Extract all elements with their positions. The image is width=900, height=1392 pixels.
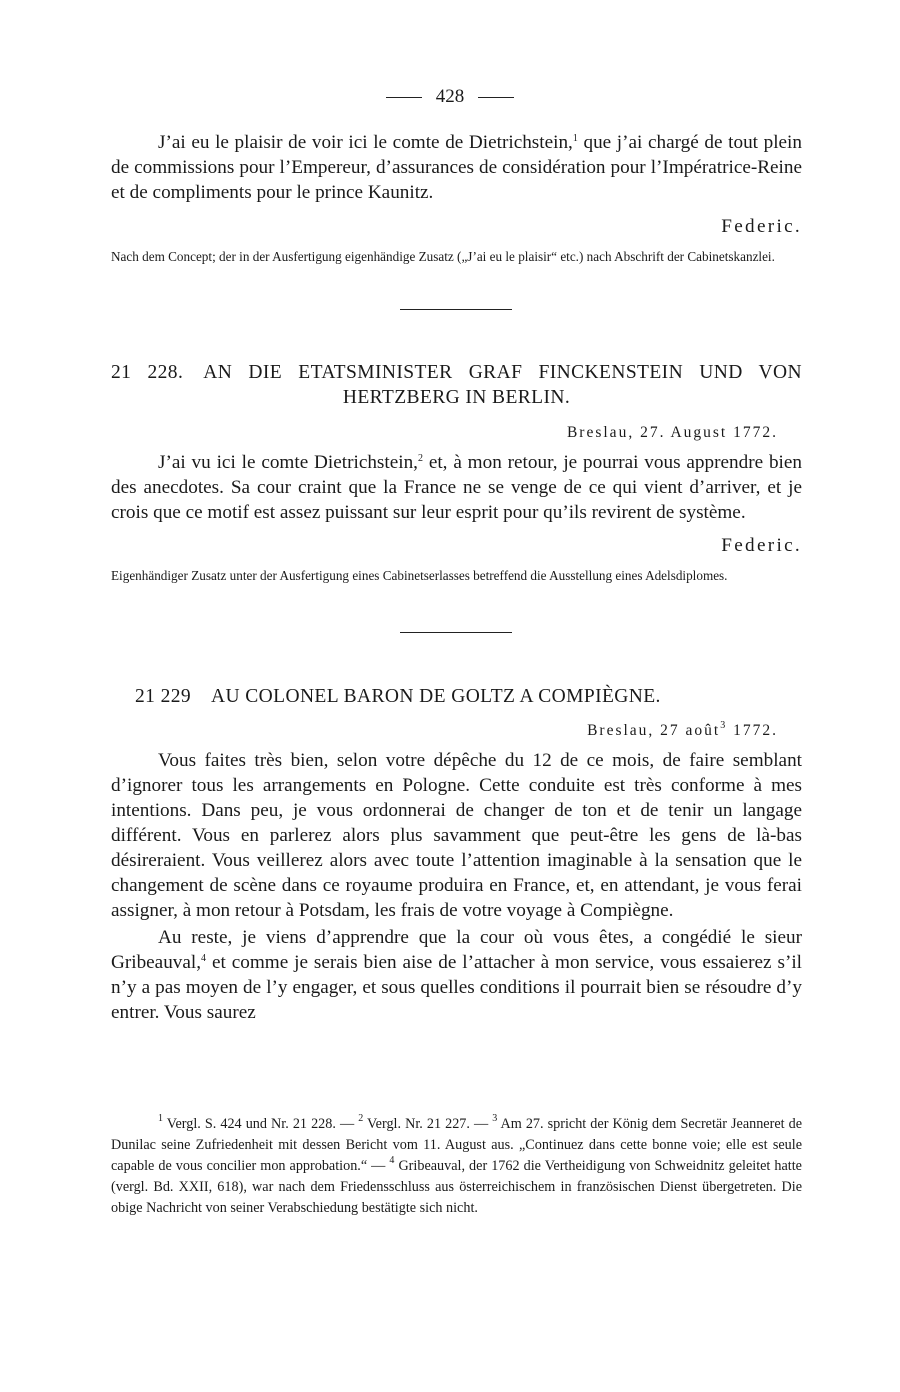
section-divider-1 bbox=[400, 309, 512, 310]
letter-body-21229-para-1: Vous faites très bien, selon votre dépêche du 12 de ce mois, de faire semblant d’ignorer tous les arrangements en Pologne. Cette conduite est très conforme à mes intentions. Dans peu, je vous ordonnerai de changer de ton et de tenir un langage différent. Vous en parlerez alors plus savamment que peut-être les gens de là-bas désireraient. Vous veillerez alors avec toute l’attention imaginable à la sensation que le changement de scène dans ce royaume produira en France, et, en attendant, je vous ferai assigner, à mon retour à Potsdam, les frais de votre voyage à Compiègne. bbox=[111, 750, 802, 921]
opening-paragraph-block bbox=[111, 130, 802, 205]
footnote-mark-3: 3 bbox=[492, 1113, 498, 1124]
letter-body-21229-para-2-text-rest: et comme je serais bien aise de l’attacher à mon service, vous essaierez s’il n’y a pas moyen de l’y engager, et sous quelles conditions il pourrait bien se résoudre d’y entrer. Vous saurez bbox=[111, 952, 802, 1023]
place-date-21228: Breslau, 27. August 1772. bbox=[566, 424, 778, 441]
footnote-3: Am 27. spricht der König dem Secretär Jeanneret de Dunilac seine Zufriedenheit mit dessen Bericht vom 11. August aus. „Continuez dans cette bonne voie; elle est seule capable de vous concilier mon approbation.“ — bbox=[111, 1116, 803, 1174]
place-date-21229-year: 1772. bbox=[727, 722, 778, 739]
section-divider-2 bbox=[400, 632, 512, 633]
footnote-4: Gribeauval, der 1762 die Vertheidigung von Schweidnitz geleitet hatte (vergl. Bd. XXII, 618), war nach dem Friedensschluss aus österreichischem in französischen Dienst übergetreten. Die obige Nachricht von seiner Verabschiedung bestätigte sich nicht. bbox=[111, 1158, 802, 1216]
page-number-dash-right bbox=[478, 97, 514, 98]
footnote-ref-3: 3 bbox=[720, 720, 728, 731]
page-number-dash-left bbox=[386, 97, 422, 98]
signature-2: Federic. bbox=[721, 535, 802, 556]
letter-heading-21229 bbox=[111, 684, 802, 709]
page-number-line bbox=[0, 84, 900, 110]
page-number: 428 bbox=[435, 86, 465, 107]
footnote-ref-1: 1 bbox=[572, 133, 578, 144]
letter-body-21228 bbox=[111, 450, 802, 525]
footnote-2: Vergl. Nr. 21 227. — bbox=[363, 1116, 493, 1132]
letter-body-21228-block bbox=[111, 450, 802, 525]
footnote-ref-2: 2 bbox=[417, 453, 423, 464]
letter-heading-21228 bbox=[111, 360, 802, 410]
footnote-mark-4: 4 bbox=[389, 1155, 395, 1166]
source-note-2-block bbox=[111, 567, 802, 584]
letter-heading-21229-text bbox=[111, 684, 802, 709]
source-note-1-block bbox=[111, 248, 802, 265]
footnotes bbox=[111, 1114, 802, 1219]
source-note-1: Nach dem Concept; der in der Ausfertigung eigenhändige Zusatz („J’ai eu le plaisir“ etc.) nach Abschrift der Cabinetskanzlei. bbox=[111, 249, 775, 264]
footnote-ref-4: 4 bbox=[201, 953, 207, 964]
opening-paragraph-text-rest: que j’ai chargé de tout plein de commissions pour l’Empereur, d’assurances de considération pour l’Impératrice-Reine et de compliments pour le prince Kaunitz. bbox=[111, 132, 802, 203]
letter-body-21228-text-rest: et, à mon retour, je pourrai vous apprendre bien des anecdotes. Sa cour craint que la France ne se venge de ce qui vient d’arriver, et je crois que ce motif est assez puissant sur leur esprit pour qu’ils revirent de système. bbox=[111, 452, 802, 523]
letter-recipient-21229: AU COLONEL BARON DE GOLTZ A COMPIÈGNE. bbox=[211, 686, 661, 707]
letter-body-21229-para-2-text: Au reste, je viens d’apprendre que la cour où vous êtes, a congédié le sieur Gribeauval, bbox=[111, 927, 802, 973]
source-note-2: Eigenhändiger Zusatz unter der Ausfertigung eines Cabinetserlasses betreffend die Ausstellung eines Adelsdiplomes. bbox=[111, 568, 728, 583]
footnotes-block bbox=[111, 1114, 802, 1219]
footnote-mark-1: 1 bbox=[158, 1113, 163, 1124]
signature-1: Federic. bbox=[721, 216, 802, 237]
letter-recipient-21228: AN DIE ETATSMINISTER GRAF FINCKENSTEIN UND VON HERTZBERG IN BERLIN. bbox=[203, 362, 802, 408]
opening-paragraph-text: J’ai eu le plaisir de voir ici le comte de Dietrichstein, bbox=[158, 132, 573, 153]
letter-body-21229-block bbox=[111, 748, 802, 1025]
opening-paragraph bbox=[111, 130, 802, 205]
letter-number-21228: 21 228. bbox=[111, 362, 184, 383]
footnote-mark-2: 2 bbox=[358, 1113, 364, 1124]
place-date-21229 bbox=[587, 722, 778, 740]
letter-body-21228-text: J’ai vu ici le comte Dietrichstein, bbox=[158, 452, 418, 473]
place-date-21229-text: Breslau, 27 août bbox=[587, 722, 721, 739]
letter-number-21229: 21 229 bbox=[135, 686, 192, 707]
letter-heading-21228-text bbox=[111, 360, 802, 410]
letter-body-21229-para-2 bbox=[111, 925, 802, 1025]
footnote-1: Vergl. S. 424 und Nr. 21 228. — bbox=[163, 1116, 359, 1132]
